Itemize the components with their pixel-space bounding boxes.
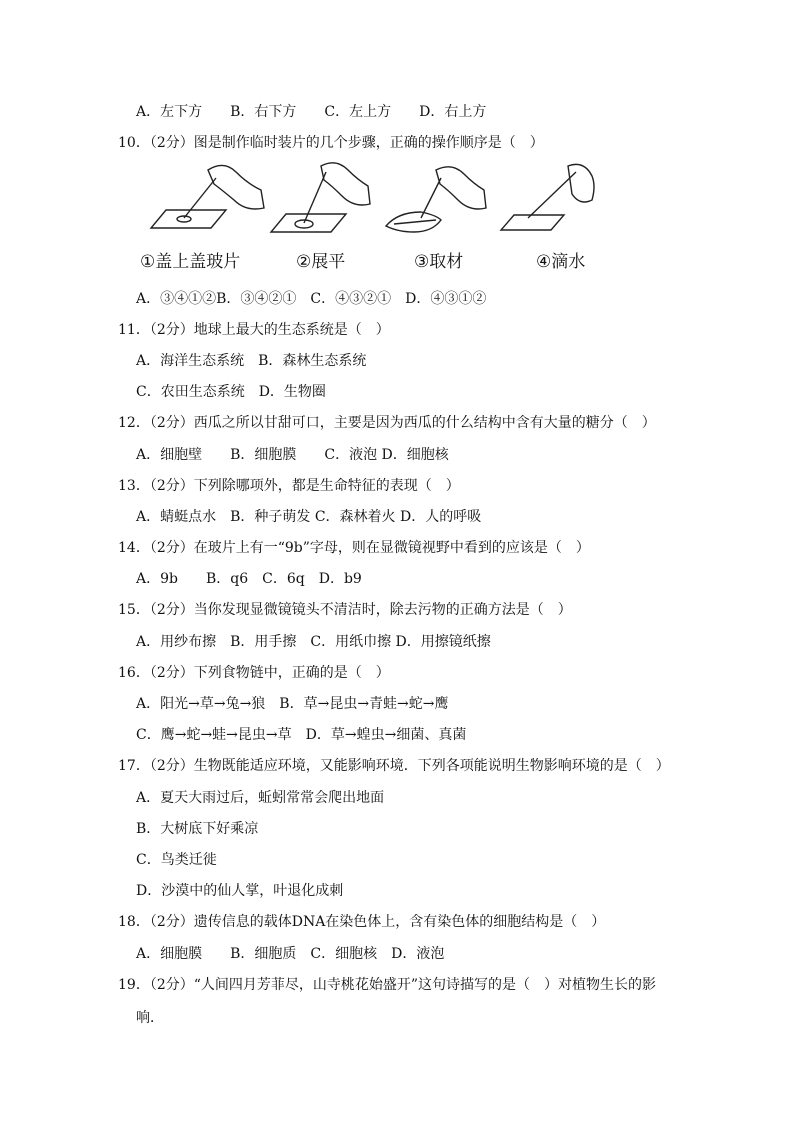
hand-4 <box>568 164 594 202</box>
q19-stem-continued: 响． <box>136 1010 164 1026</box>
slide-preparation-figure <box>136 160 596 280</box>
label-step-2: ②展平 <box>296 252 346 272</box>
q12-stem: 12．（2分）西瓜之所以甘甜可口，主要是因为西瓜的什么结构中含有大量的糖分（ ） <box>118 415 656 431</box>
label-step-1: ①盖上盖玻片 <box>140 252 241 272</box>
q10-stem: 10．（2分）图是制作临时装片的几个步骤，正确的操作顺序是（ ） <box>118 135 544 151</box>
slide-steps-illustration <box>136 160 596 240</box>
q13-stem: 13．（2分）下列除哪项外，都是生命特征的表现（ ） <box>118 478 460 494</box>
q11-options-ab: A．海洋生态系统 B．森林生态系统 <box>136 353 367 369</box>
glass-slide-4 <box>501 215 564 230</box>
q15-options: A．用纱布擦 B．用手擦 C．用纸巾擦 D．用擦镜纸擦 <box>136 634 491 650</box>
q17-option-c: C．鸟类迁徙 <box>136 852 217 868</box>
label-step-4: ④滴水 <box>536 252 586 272</box>
sample-2 <box>295 220 313 228</box>
q17-option-a: A．夏天大雨过后，蚯蚓常常会爬出地面 <box>136 790 385 806</box>
q19-stem: 19．（2分）“人间四月芳菲尽，山寺桃花始盛开”这句诗描写的是（ ）对植物生长的影 <box>118 977 657 993</box>
figure-labels <box>136 250 596 278</box>
q14-options: A．9b B．q6 C．6q D．b9 <box>136 571 362 587</box>
q17-option-b: B．大树底下好乘凉 <box>136 821 259 837</box>
needle-2 <box>304 172 326 223</box>
q9-options: A．左下方 B．右下方 C．左上方 D．右上方 <box>136 104 487 120</box>
q15-stem: 15．（2分）当你发现显微镜镜头不清洁时，除去污物的正确方法是（ ） <box>118 602 572 618</box>
hand-2 <box>321 163 370 205</box>
q17-stem: 17．（2分）生物既能适应环境，又能影响环境．下列各项能说明生物影响环境的是（ ） <box>118 758 670 774</box>
q16-stem: 16．（2分）下列食物链中，正确的是（ ） <box>118 665 390 681</box>
q17-option-d: D．沙漠中的仙人掌，叶退化成刺 <box>136 883 344 899</box>
q16-options-cd: C．鹰→蛇→蛙→昆虫→草 D．草→蝗虫→细菌、真菌 <box>136 727 467 743</box>
glass-slide-2 <box>271 214 346 232</box>
q16-options-ab: A．阳光→草→兔→狼 B．草→昆虫→青蛙→蛇→鹰 <box>136 696 449 712</box>
q18-options: A．细胞膜 B．细胞质 C．细胞核 D．液泡 <box>136 946 445 962</box>
label-step-3: ③取材 <box>414 252 464 272</box>
q18-stem: 18．（2分）遗传信息的载体DNA在染色体上，含有染色体的细胞结构是（ ） <box>118 914 606 930</box>
needle-3 <box>421 178 441 218</box>
dropper-4 <box>528 172 576 218</box>
needle-1 <box>184 178 216 218</box>
hand-1 <box>208 165 264 209</box>
q11-stem: 11．（2分）地球上最大的生态系统是（ ） <box>118 322 390 338</box>
q11-options-cd: C．农田生态系统 D．生物圈 <box>136 384 326 400</box>
q14-stem: 14．（2分）在玻片上有一“9b”字母，则在显微镜视野中看到的应该是（ ） <box>118 540 590 556</box>
hand-3 <box>436 167 486 209</box>
q10-options: A．③④①②B．③④②① C．④③②① D．④③①② <box>136 291 487 307</box>
q13-options: A．蜻蜓点水 B．种子萌发 C．森林着火 D．人的呼吸 <box>136 509 482 525</box>
q12-options: A．细胞壁 B．细胞膜 C．液泡 D．细胞核 <box>136 447 449 463</box>
